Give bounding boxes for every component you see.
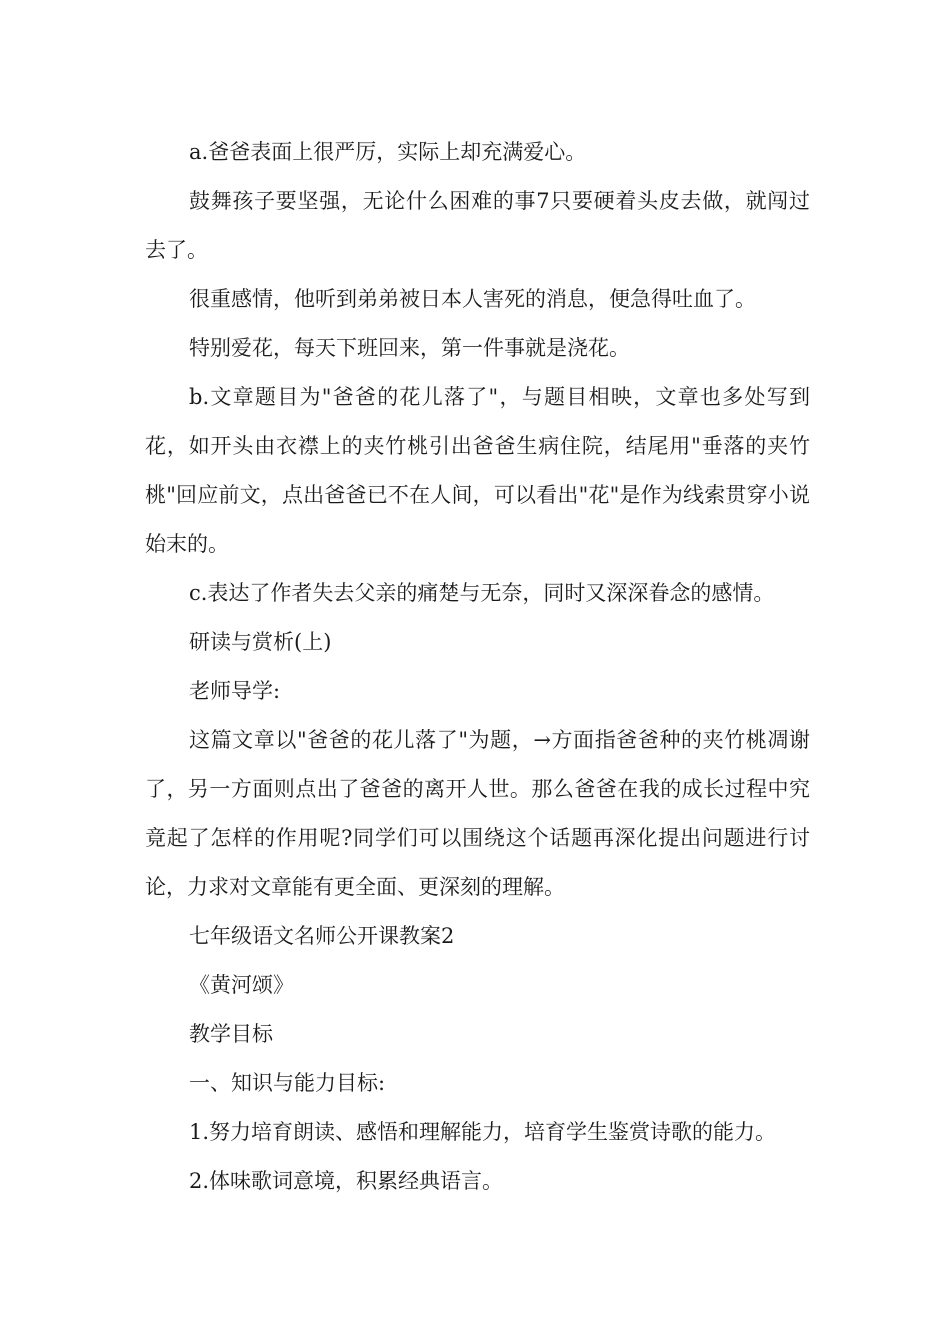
- goal-item-1: 1.努力培育朗读、感悟和理解能力，培育学生鉴赏诗歌的能力。: [189, 1120, 777, 1144]
- lesson-title: 七年级语文名师公开课教案2: [189, 924, 455, 948]
- paragraph-answer-a: a.爸爸表面上很严厉，实际上却充满爱心。: [189, 140, 587, 164]
- paragraph-flowers: 特别爱花，每天下班回来，第一件事就是浇花。: [189, 336, 630, 360]
- section-heading-guide: 老师导学:: [189, 679, 281, 703]
- goal-item-2: 2.体味歌词意境，积累经典语言。: [189, 1169, 504, 1193]
- section-heading-study: 研读与赏析(上): [189, 630, 332, 654]
- goal-category: 一、知识与能力目标:: [189, 1071, 386, 1095]
- paragraph-answer-c: c.表达了作者失去父亲的痛楚与无奈，同时又深深眷念的感情。: [189, 581, 775, 605]
- section-heading-goals: 教学目标: [189, 1022, 273, 1046]
- paragraph-emotion: 很重感情，他听到弟弟被日本人害死的消息，便急得吐血了。: [189, 287, 756, 311]
- paragraph-answer-b: b.文章题目为"爸爸的花儿落了"，与题目相映，文章也多处写到花，如开头由衣襟上的夹竹桃引出爸爸生病住院，结尾用"垂落的夹竹桃"回应前文，点出爸爸已不在人间，可以看出"花"是作为线索贯穿小说始末的。: [145, 385, 810, 556]
- paragraph-guide-text: 这篇文章以"爸爸的花儿落了"为题，→方面指爸爸种的夹竹桃凋谢了，另一方面则点出了爸爸的离开人世。那么爸爸在我的成长过程中究竟起了怎样的作用呢?同学们可以围绕这个话题再深化提出问题进行讨论，力求对文章能有更全面、更深刻的理解。: [145, 728, 810, 899]
- poem-title: 《黄河颂》: [189, 973, 294, 997]
- paragraph-encourage: 鼓舞孩子要坚强，无论什么困难的事7只要硬着头皮去做，就闯过去了。: [145, 189, 810, 262]
- document-body: [145, 128, 810, 1206]
